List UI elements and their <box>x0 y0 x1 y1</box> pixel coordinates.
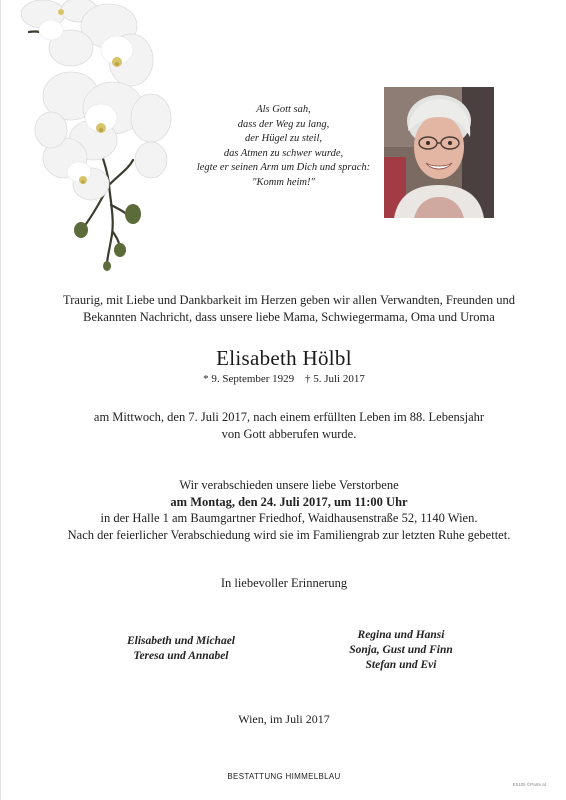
family-name-line: Elisabeth und Michael <box>127 635 235 647</box>
portrait-photo <box>384 87 494 218</box>
funeral-home-name: BESTATTUNG HIMMELBLAU <box>227 772 341 781</box>
death-notice-line: am Mittwoch, den 7. Juli 2017, nach einem erfüllten Leben im 88. Lebensjahr <box>93 410 485 424</box>
family-name-line: Teresa und Annabel <box>133 650 229 662</box>
family-names-right <box>311 628 491 673</box>
poem-line: der Hügel zu steil, <box>245 133 322 144</box>
death-notice-line: von Gott abberufen wurde. <box>221 427 357 441</box>
document-code: E5105 ©Parte.at <box>512 782 546 787</box>
deceased-name: Elisabeth Hölbl <box>216 346 352 370</box>
death-date: † 5. Juli 2017 <box>304 373 365 385</box>
life-dates <box>1 373 566 385</box>
poem-block <box>186 103 381 190</box>
birth-date: * 9. September 1929 <box>203 373 295 385</box>
memory-line: In liebevoller Erinnerung <box>220 576 348 590</box>
farewell-info <box>31 477 547 543</box>
poem-line: Als Gott sah, <box>256 104 311 115</box>
poem-line: das Atmen zu schwer wurde, <box>223 147 344 159</box>
family-name-line: Sonja, Gust und Finn <box>349 644 453 656</box>
poem-line: legte er seinen Arm um Dich und sprach: <box>196 162 371 173</box>
poem-line: "Komm heim!" <box>252 176 315 188</box>
family-name-line: Regina und Hansi <box>357 629 445 641</box>
farewell-date-time: am Montag, den 24. Juli 2017, um 11:00 Uhr <box>170 494 408 509</box>
family-name-line: Stefan und Evi <box>365 659 437 671</box>
orchid-flower-image <box>21 0 181 275</box>
burial-note: Nach der feierlicher Verabschiedung wird sie im Familiengrab zur letzten Ruhe gebettet. <box>67 527 511 542</box>
intro-text <box>51 292 527 326</box>
place-date: Wien, im Juli 2017 <box>238 712 330 726</box>
intro-line: Traurig, mit Liebe und Dankbarkeit im Herzen geben wir allen Verwandten, Freunden und <box>63 293 515 307</box>
intro-line: Bekannten Nachricht, dass unsere liebe Mama, Schwiegermama, Oma und Uroma <box>83 310 495 324</box>
farewell-intro: Wir verabschieden unsere liebe Verstorbene <box>179 478 399 492</box>
death-notice <box>41 409 537 443</box>
family-names-left <box>91 634 271 664</box>
farewell-location: in der Halle 1 am Baumgartner Friedhof, Waidhausenstraße 52, 1140 Wien. <box>100 511 478 525</box>
poem-line: dass der Weg zu lang, <box>237 118 330 130</box>
